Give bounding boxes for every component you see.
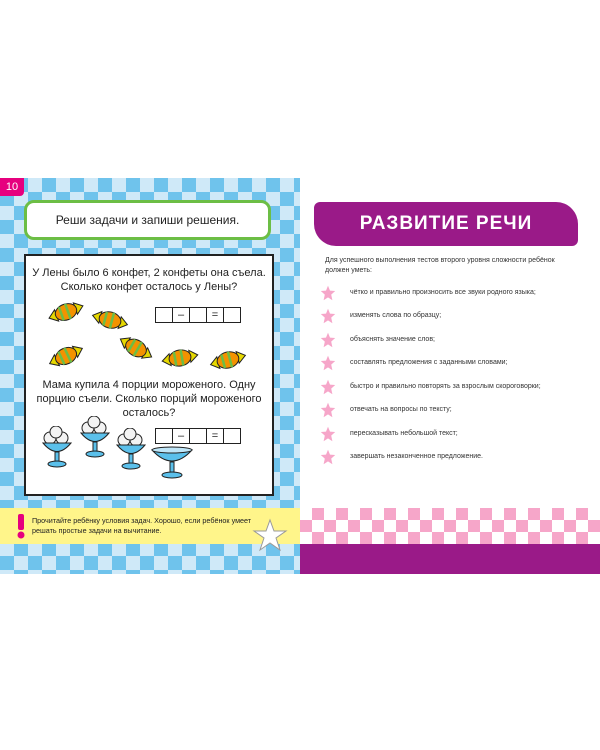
task-instruction: Реши задачи и запиши решения.	[24, 200, 271, 240]
star-bullet-icon	[320, 379, 336, 395]
list-item	[320, 399, 590, 423]
candy-icon	[116, 334, 156, 362]
problem1-equation	[156, 307, 241, 323]
list-item	[320, 446, 590, 470]
skill-text: чётко и правильно произносить все звуки родного языка;	[350, 288, 536, 296]
icecream-bowl-icon	[78, 416, 112, 460]
skill-text: завершать незаконченное предложение.	[350, 453, 483, 461]
skill-text: составлять предложения с заданными словами;	[350, 359, 508, 367]
list-item	[320, 328, 590, 352]
list-item	[320, 375, 590, 399]
candy-icon	[208, 346, 248, 374]
skill-text: быстро и правильно повторять за взрослым скороговорки;	[350, 382, 541, 390]
candy-icon	[160, 344, 200, 372]
equals-sign: =	[206, 307, 224, 323]
list-item	[320, 352, 590, 376]
icecream-bowl-icon	[114, 428, 148, 472]
page-number: 10	[0, 178, 24, 196]
star-bullet-icon	[320, 285, 336, 301]
star-bullet-icon	[320, 426, 336, 442]
skill-text: изменять слова по образцу;	[350, 312, 442, 320]
intro-text: Для успешного выполнения тестов второго уровня сложности ребёнок должен уметь:	[325, 257, 555, 274]
skill-text: отвечать на вопросы по тексту;	[350, 406, 452, 414]
star-icon	[252, 518, 288, 552]
problem2-text: Мама купила 4 порции мороженого. Одну порцию съели. Сколько порций мороженого осталось?	[36, 379, 262, 419]
minus-sign: –	[172, 307, 190, 323]
equals-sign: =	[206, 428, 224, 444]
skill-text: объяснять значение слов;	[350, 335, 435, 343]
task-box	[24, 254, 274, 496]
answer-cell[interactable]	[189, 307, 207, 323]
star-bullet-icon	[320, 355, 336, 371]
book-spread	[0, 178, 600, 574]
problem1-text: У Лены было 6 конфет, 2 конфеты она съела. Сколько конфет осталось у Лены?	[32, 267, 266, 293]
empty-bowl-icon	[150, 442, 194, 482]
list-item	[320, 281, 590, 305]
list-item	[320, 305, 590, 329]
candy-icon	[46, 342, 86, 370]
answer-cell[interactable]	[155, 307, 173, 323]
bottom-color-band	[300, 544, 600, 574]
parent-note: Прочитайте ребёнку условия задач. Хорошо, если ребёнок умеет решать простые задачи на вычитание.	[32, 516, 252, 535]
skills-list	[320, 281, 590, 469]
candy-icon	[46, 298, 86, 326]
candy-icon	[90, 306, 130, 334]
star-bullet-icon	[320, 332, 336, 348]
star-bullet-icon	[320, 449, 336, 465]
answer-cell[interactable]	[223, 428, 241, 444]
list-item	[320, 422, 590, 446]
star-bullet-icon	[320, 402, 336, 418]
left-page	[0, 178, 300, 574]
diamond-pattern-band	[300, 508, 600, 544]
exclamation-icon	[14, 512, 28, 540]
star-bullet-icon	[320, 308, 336, 324]
minus-sign: –	[172, 428, 190, 444]
icecream-bowl-icon	[40, 426, 74, 470]
right-page	[300, 178, 600, 574]
answer-cell[interactable]	[223, 307, 241, 323]
skill-text: пересказывать небольшой текст;	[350, 429, 458, 437]
section-title: РАЗВИТИЕ РЕЧИ	[314, 202, 578, 246]
